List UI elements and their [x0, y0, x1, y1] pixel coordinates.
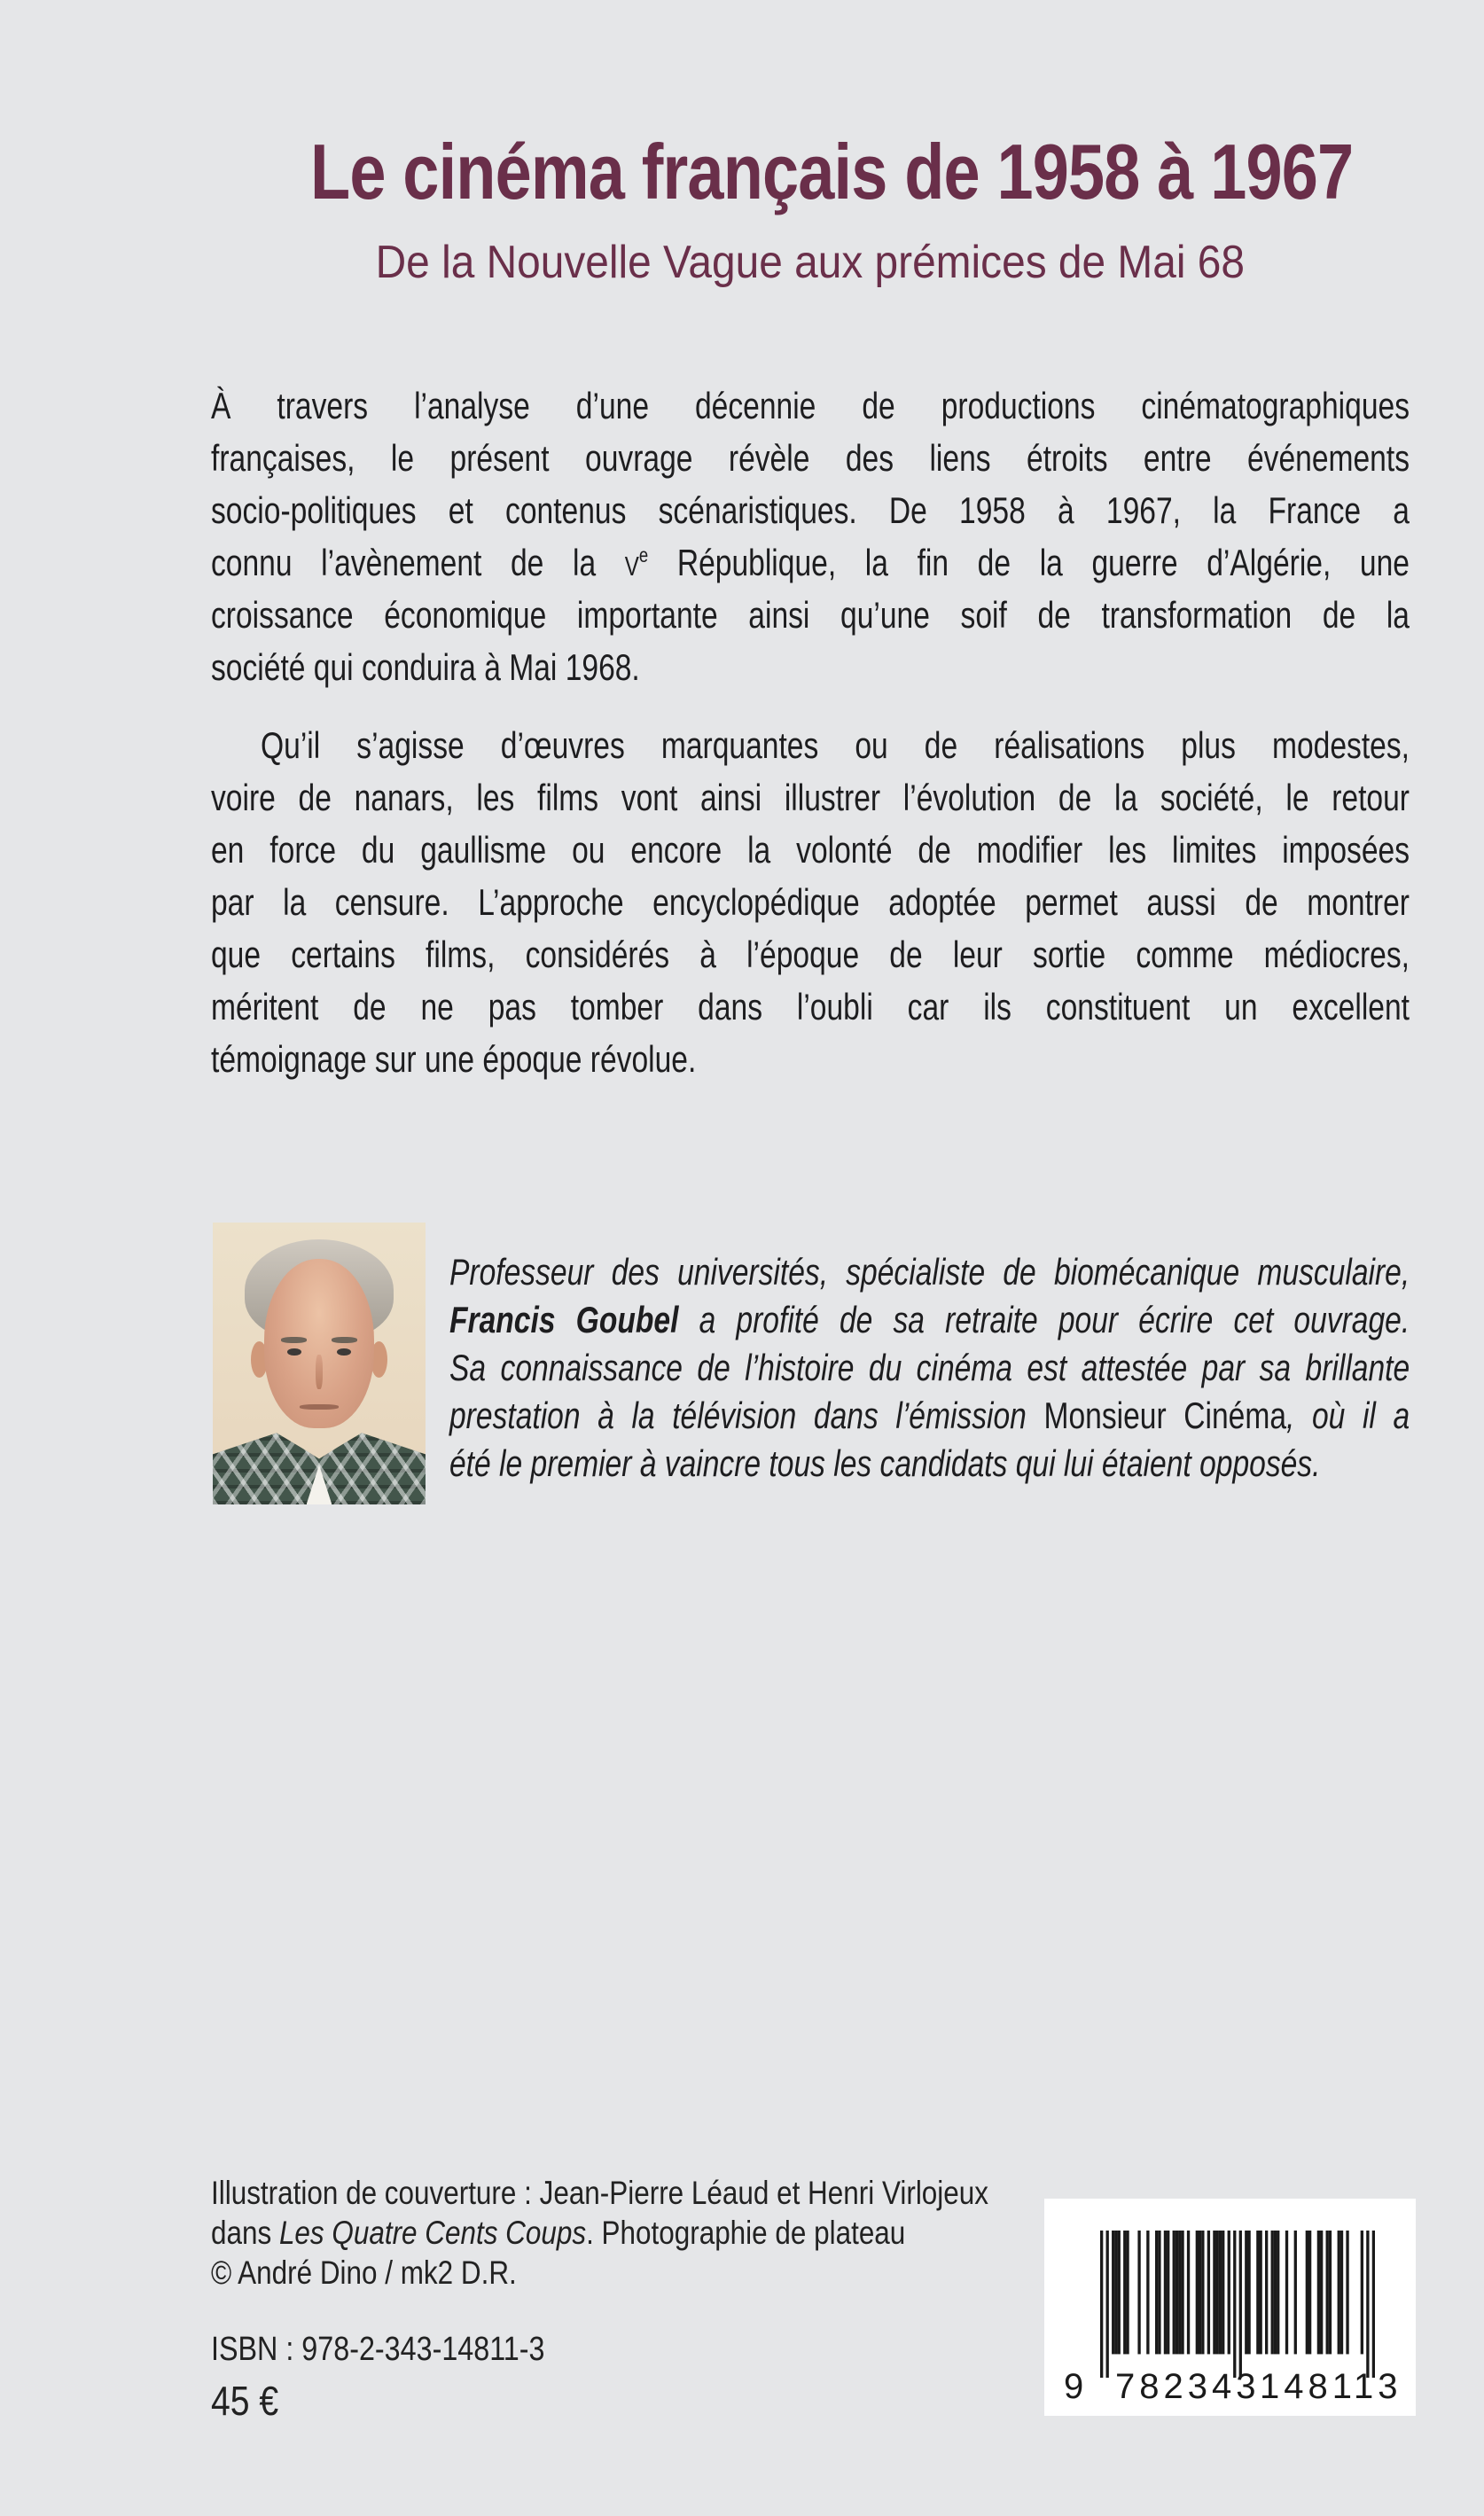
synopsis-line: témoignage sur une époque révolue.	[211, 1038, 697, 1080]
synopsis-line: Qu’il s’agisse d’œuvres marquantes ou de réalisations plus modestes,	[261, 724, 1410, 766]
bio-text: a profité de sa retraite pour écrire cet ouvrage.	[678, 1299, 1410, 1340]
credit-line	[211, 2213, 1115, 2253]
credit-text: . Photographie de plateau	[586, 2215, 906, 2251]
ordinal-superscript: e	[638, 543, 649, 566]
synopsis-line: voire de nanars, les films vont ainsi illustrer l’évolution de la société, le retour	[211, 777, 1410, 818]
film-title: Les Quatre Cents Coups	[278, 2215, 587, 2251]
barcode-digits-left: 782343	[1115, 2367, 1261, 2406]
author-photo-eyebrow	[332, 1337, 357, 1343]
bio-text: prestation à la télévision dans l’émission	[449, 1395, 1044, 1436]
barcode-digits-right: 148113	[1260, 2367, 1402, 2406]
bio-text: , où il a	[1286, 1395, 1410, 1436]
author-photo-nose	[316, 1355, 322, 1388]
synopsis-line: société qui conduira à Mai 1968.	[211, 646, 640, 688]
bio-line	[449, 1392, 1410, 1440]
synopsis-line: en force du gaullisme ou encore la volonté de modifier les limites imposées	[211, 829, 1410, 871]
author-photo-eye	[287, 1348, 301, 1356]
ean-barcode	[1100, 2231, 1375, 2378]
price-label: 45 €	[211, 2378, 279, 2424]
author-photo-eye	[337, 1348, 351, 1356]
author-bio	[449, 1248, 1410, 1488]
credit-text: dans	[211, 2215, 279, 2251]
synopsis-text: République, la fin de la guerre d’Algérie, une	[648, 542, 1410, 583]
roman-numeral-v: V	[624, 552, 639, 582]
barcode-panel	[1044, 2199, 1416, 2416]
synopsis-text: connu l’avènement de la	[211, 542, 625, 583]
synopsis-line	[211, 536, 1410, 589]
synopsis-paragraph-2	[211, 719, 1410, 1085]
synopsis-line: croissance économique importante ainsi qu’une soif de transformation de la	[211, 594, 1410, 636]
tv-show-title: Monsieur Cinéma	[1043, 1395, 1287, 1436]
bio-line: été le premier à vaincre tous les candidats qui lui étaient opposés.	[449, 1442, 1321, 1484]
book-title-row	[211, 128, 1410, 215]
synopsis-line: socio-politiques et contenus scénaristiques. De 1958 à 1967, la France a	[211, 489, 1410, 531]
synopsis-line: que certains films, considérés à l’époque de leur sortie comme médiocres,	[211, 934, 1410, 975]
author-photo	[213, 1223, 426, 1504]
cover-illustration-credit	[211, 2173, 1115, 2293]
credit-line: Illustration de couverture : Jean-Pierre Léaud et Henri Virlojeux	[211, 2175, 989, 2211]
synopsis-paragraph-1	[211, 379, 1410, 693]
synopsis-line: françaises, le présent ouvrage révèle des liens étroits entre événements	[211, 437, 1410, 479]
bio-line	[449, 1296, 1410, 1344]
isbn-number: ISBN : 978-2-343-14811-3	[211, 2331, 545, 2368]
synopsis-line: par la censure. L’approche encyclopédique adoptée permet aussi de montrer	[211, 881, 1410, 923]
author-photo-eyebrow	[281, 1337, 307, 1343]
author-photo-mouth	[300, 1404, 338, 1410]
synopsis-line: À travers l’analyse d’une décennie de productions cinématographiques	[211, 385, 1410, 426]
book-subtitle-row	[211, 238, 1410, 288]
bio-line: Sa connaissance de l’histoire du cinéma est attestée par sa brillante	[449, 1347, 1410, 1388]
book-subtitle: De la Nouvelle Vague aux prémices de Mai 68	[375, 237, 1246, 288]
copyright-line: © André Dino / mk2 D.R.	[211, 2254, 517, 2291]
author-name: Francis Goubel	[449, 1299, 679, 1340]
barcode-digit-first: 9	[1064, 2367, 1084, 2406]
bio-line: Professeur des universités, spécialiste de biomécanique musculaire,	[449, 1251, 1410, 1293]
synopsis-line: méritent de ne pas tomber dans l’oubli car ils constituent un excellent	[211, 986, 1410, 1027]
book-title: Le cinéma français de 1958 à 1967	[310, 128, 1354, 215]
author-photo-face	[264, 1259, 375, 1428]
